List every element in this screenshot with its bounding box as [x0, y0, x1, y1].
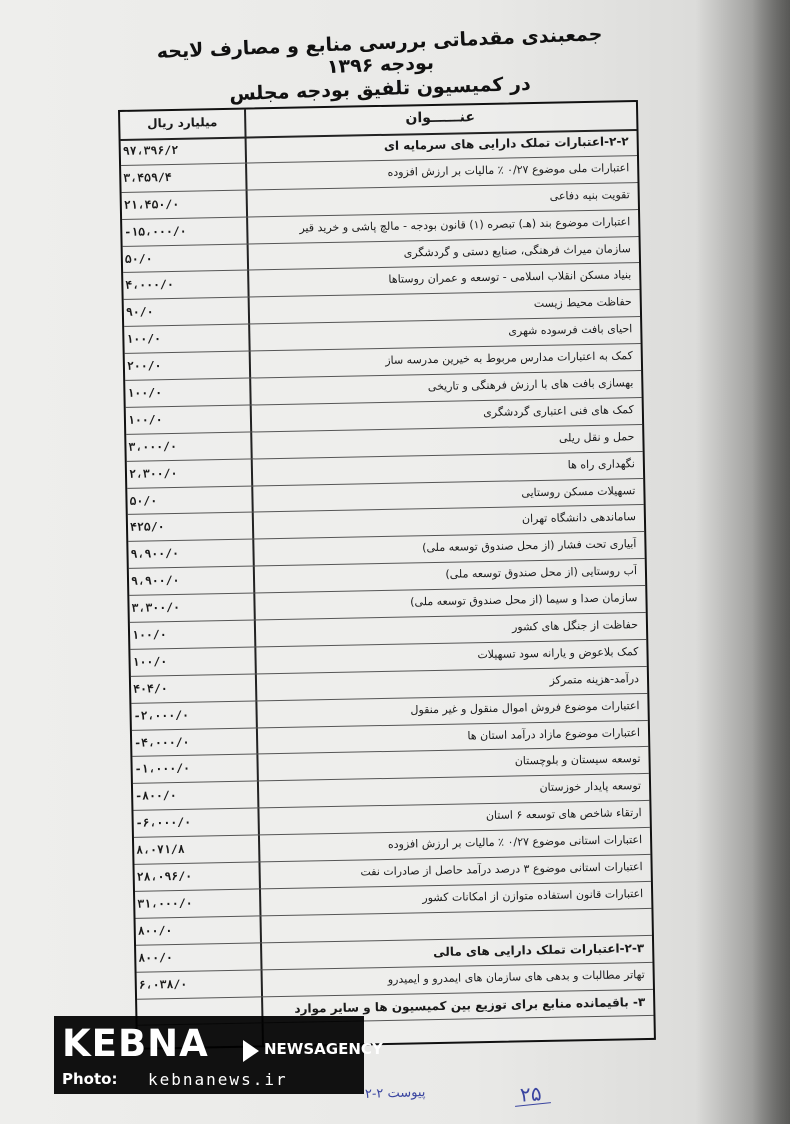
row-title: کمک بلاعوض و یارانه سود تسهیلات: [477, 645, 639, 662]
watermark-photo-label: Photo:: [62, 1070, 118, 1088]
row-title: تقویت بنیه دفاعی: [549, 187, 630, 203]
row-value: ۹۷،۳۹۶/۲: [122, 142, 179, 158]
row-title: سازمان صدا و سیما (از محل صندوق توسعه ملی): [410, 591, 638, 609]
row-value: ۹،۹۰۰/۰: [130, 546, 180, 562]
row-value: ۸۰۰/۰: [138, 949, 174, 965]
row-title: حمل و نقل ریلی: [558, 429, 635, 445]
row-value: ۵۰/۰: [129, 492, 158, 508]
row-title: ۲-۳-اعتبارات تملک دارایی های مالی: [432, 940, 645, 959]
row-value: ۱۰۰/۰: [131, 627, 167, 642]
row-title: اعتبارات موضوع مازاد درآمد استان ها: [467, 725, 641, 742]
play-arrow-icon: [243, 1040, 259, 1062]
row-value: ۳،۳۰۰/۰: [131, 600, 181, 615]
row-value: ۲۱،۴۵۰/۰: [123, 196, 180, 212]
row-value: ۲،۳۰۰/۰: [128, 465, 178, 481]
row-value: ۸،۰۷۱/۸: [136, 842, 185, 857]
watermark-brand: KEBNA: [62, 1022, 209, 1065]
row-title: ارتقاء شاخص های توسعه ۶ استان: [485, 806, 642, 823]
row-value: ۳،۰۰۰/۰: [128, 438, 178, 454]
row-value: [139, 1002, 257, 1004]
row-title: توسعه سیستان و بلوچستان: [514, 752, 641, 768]
row-value: ۵۰/۰: [124, 250, 153, 266]
row-value: ۹،۹۰۰/۰: [130, 573, 180, 589]
document-title: جمعبندی مقدماتی بررسی منابع و مصارف لایحه بودجه ۱۳۹۶: [156, 23, 603, 79]
row-title: احیای بافت فرسوده شهری: [508, 322, 633, 338]
row-title: اعتبارات موضوع بند (هـ) تبصره (۱) قانون بودجه - مالچ پاشی و خرید قیر: [299, 214, 631, 235]
watermark-agency: NEWSAGENCY: [264, 1040, 383, 1058]
row-title: تهاتر مطالبات و بدهی های سازمان های ایمدرو و ایمیدرو: [387, 967, 645, 986]
row-value: ۴،۰۰۰/۰: [125, 277, 174, 293]
row-title: بنیاد مسکن انقلاب اسلامی - توسعه و عمران روستاها: [388, 268, 632, 287]
row-title: توسعه پایدار خوزستان: [539, 779, 642, 795]
row-title: حفاظت محیط زیست: [533, 295, 632, 311]
page-edge-shadow: [752, 0, 790, 1124]
header-value-column: میلیارد ریال: [147, 115, 218, 131]
document-subtitle: در کمیسیون تلفیق بودجه مجلس: [228, 72, 532, 106]
budget-table: [118, 100, 656, 1050]
row-title: ۲-۲-اعتبارات تملک دارایی های سرمایه ای: [383, 134, 629, 153]
row-value: -۲،۰۰۰/۰: [133, 707, 190, 723]
row-title: اعتبارات موضوع فروش اموال منقول و غیر منقول: [410, 698, 640, 717]
row-value: ۹۰/۰: [125, 304, 154, 320]
row-title: اعتبارات قانون استفاده متوازن از امکانات کشور: [422, 887, 644, 905]
watermark-url: kebnanews.ir: [148, 1070, 288, 1089]
row-title: اعتبارات استانی موضوع ۰/۲۷ ٪ مالیات بر ارزش افزوده: [387, 833, 643, 852]
row-title: حفاظت از جنگل های کشور: [511, 618, 639, 634]
table-body: [121, 129, 654, 1026]
row-value: -۱،۰۰۰/۰: [134, 761, 191, 777]
row-value: -۱۵،۰۰۰/۰: [124, 223, 187, 239]
row-value: ۳،۴۵۹/۴: [123, 169, 172, 185]
row-value: ۴۰۴/۰: [132, 680, 168, 696]
row-value: ۱۰۰/۰: [127, 412, 163, 427]
row-title: کمک های فنی اعتباری گردشگری: [483, 403, 634, 419]
row-value: ۲۰۰/۰: [126, 358, 162, 373]
row-value: ۱۰۰/۰: [132, 654, 168, 669]
handwritten-note: پیوست ۲-۲: [364, 1084, 426, 1103]
row-value: ۲۸،۰۹۶/۰: [136, 868, 193, 884]
row-title: آب روستایی (از محل صندوق توسعه ملی): [445, 564, 638, 582]
row-title: درآمد-هزینه متمرکز: [549, 671, 640, 687]
row-title: کمک به اعتبارات مدارس مربوط به خیرین مدرسه ساز: [385, 349, 633, 368]
row-title: اعتبارات استانی موضوع ۳ درصد درآمد حاصل از صادرات نفت: [360, 860, 643, 879]
row-value: -۴،۰۰۰/۰: [134, 734, 190, 750]
row-value: ۳۱،۰۰۰/۰: [137, 895, 193, 911]
row-title: بهسازی بافت های با ارزش فرهنگی و تاریخی: [427, 376, 634, 394]
row-title: اعتبارات ملی موضوع ۰/۲۷ ٪ مالیات بر ارزش افزوده: [387, 161, 630, 179]
row-title: ساماندهی دانشگاه تهران: [521, 510, 637, 526]
row-title: ۳- باقیمانده منابع برای توزیع بین کمیسیون ها و سایر موارد: [294, 994, 646, 1016]
row-value: ۴۲۵/۰: [129, 519, 165, 535]
row-title: نگهداری راه ها: [567, 456, 636, 472]
budget-table-wrapper: [118, 100, 656, 1075]
row-value: ۱۰۰/۰: [127, 385, 163, 400]
row-value: -۶،۰۰۰/۰: [135, 814, 192, 831]
row-value: ۱۰۰/۰: [126, 331, 162, 347]
watermark: [54, 1016, 383, 1094]
header-title-column: عنــــــوان: [405, 109, 476, 127]
row-value: -۸۰۰/۰: [135, 788, 177, 804]
row-title: آبیاری تحت فشار (از محل صندوق توسعه ملی): [422, 537, 637, 555]
row-title: تسهیلات مسکن روستایی: [521, 483, 636, 499]
handwritten-page-number: ۲۵: [519, 1081, 543, 1107]
row-title: [266, 914, 644, 921]
row-value: ۸۰۰/۰: [137, 922, 173, 938]
row-value: ۶،۰۳۸/۰: [138, 976, 188, 992]
row-title: سازمان میراث فرهنگی، صنایع دستی و گردشگری: [403, 241, 631, 260]
